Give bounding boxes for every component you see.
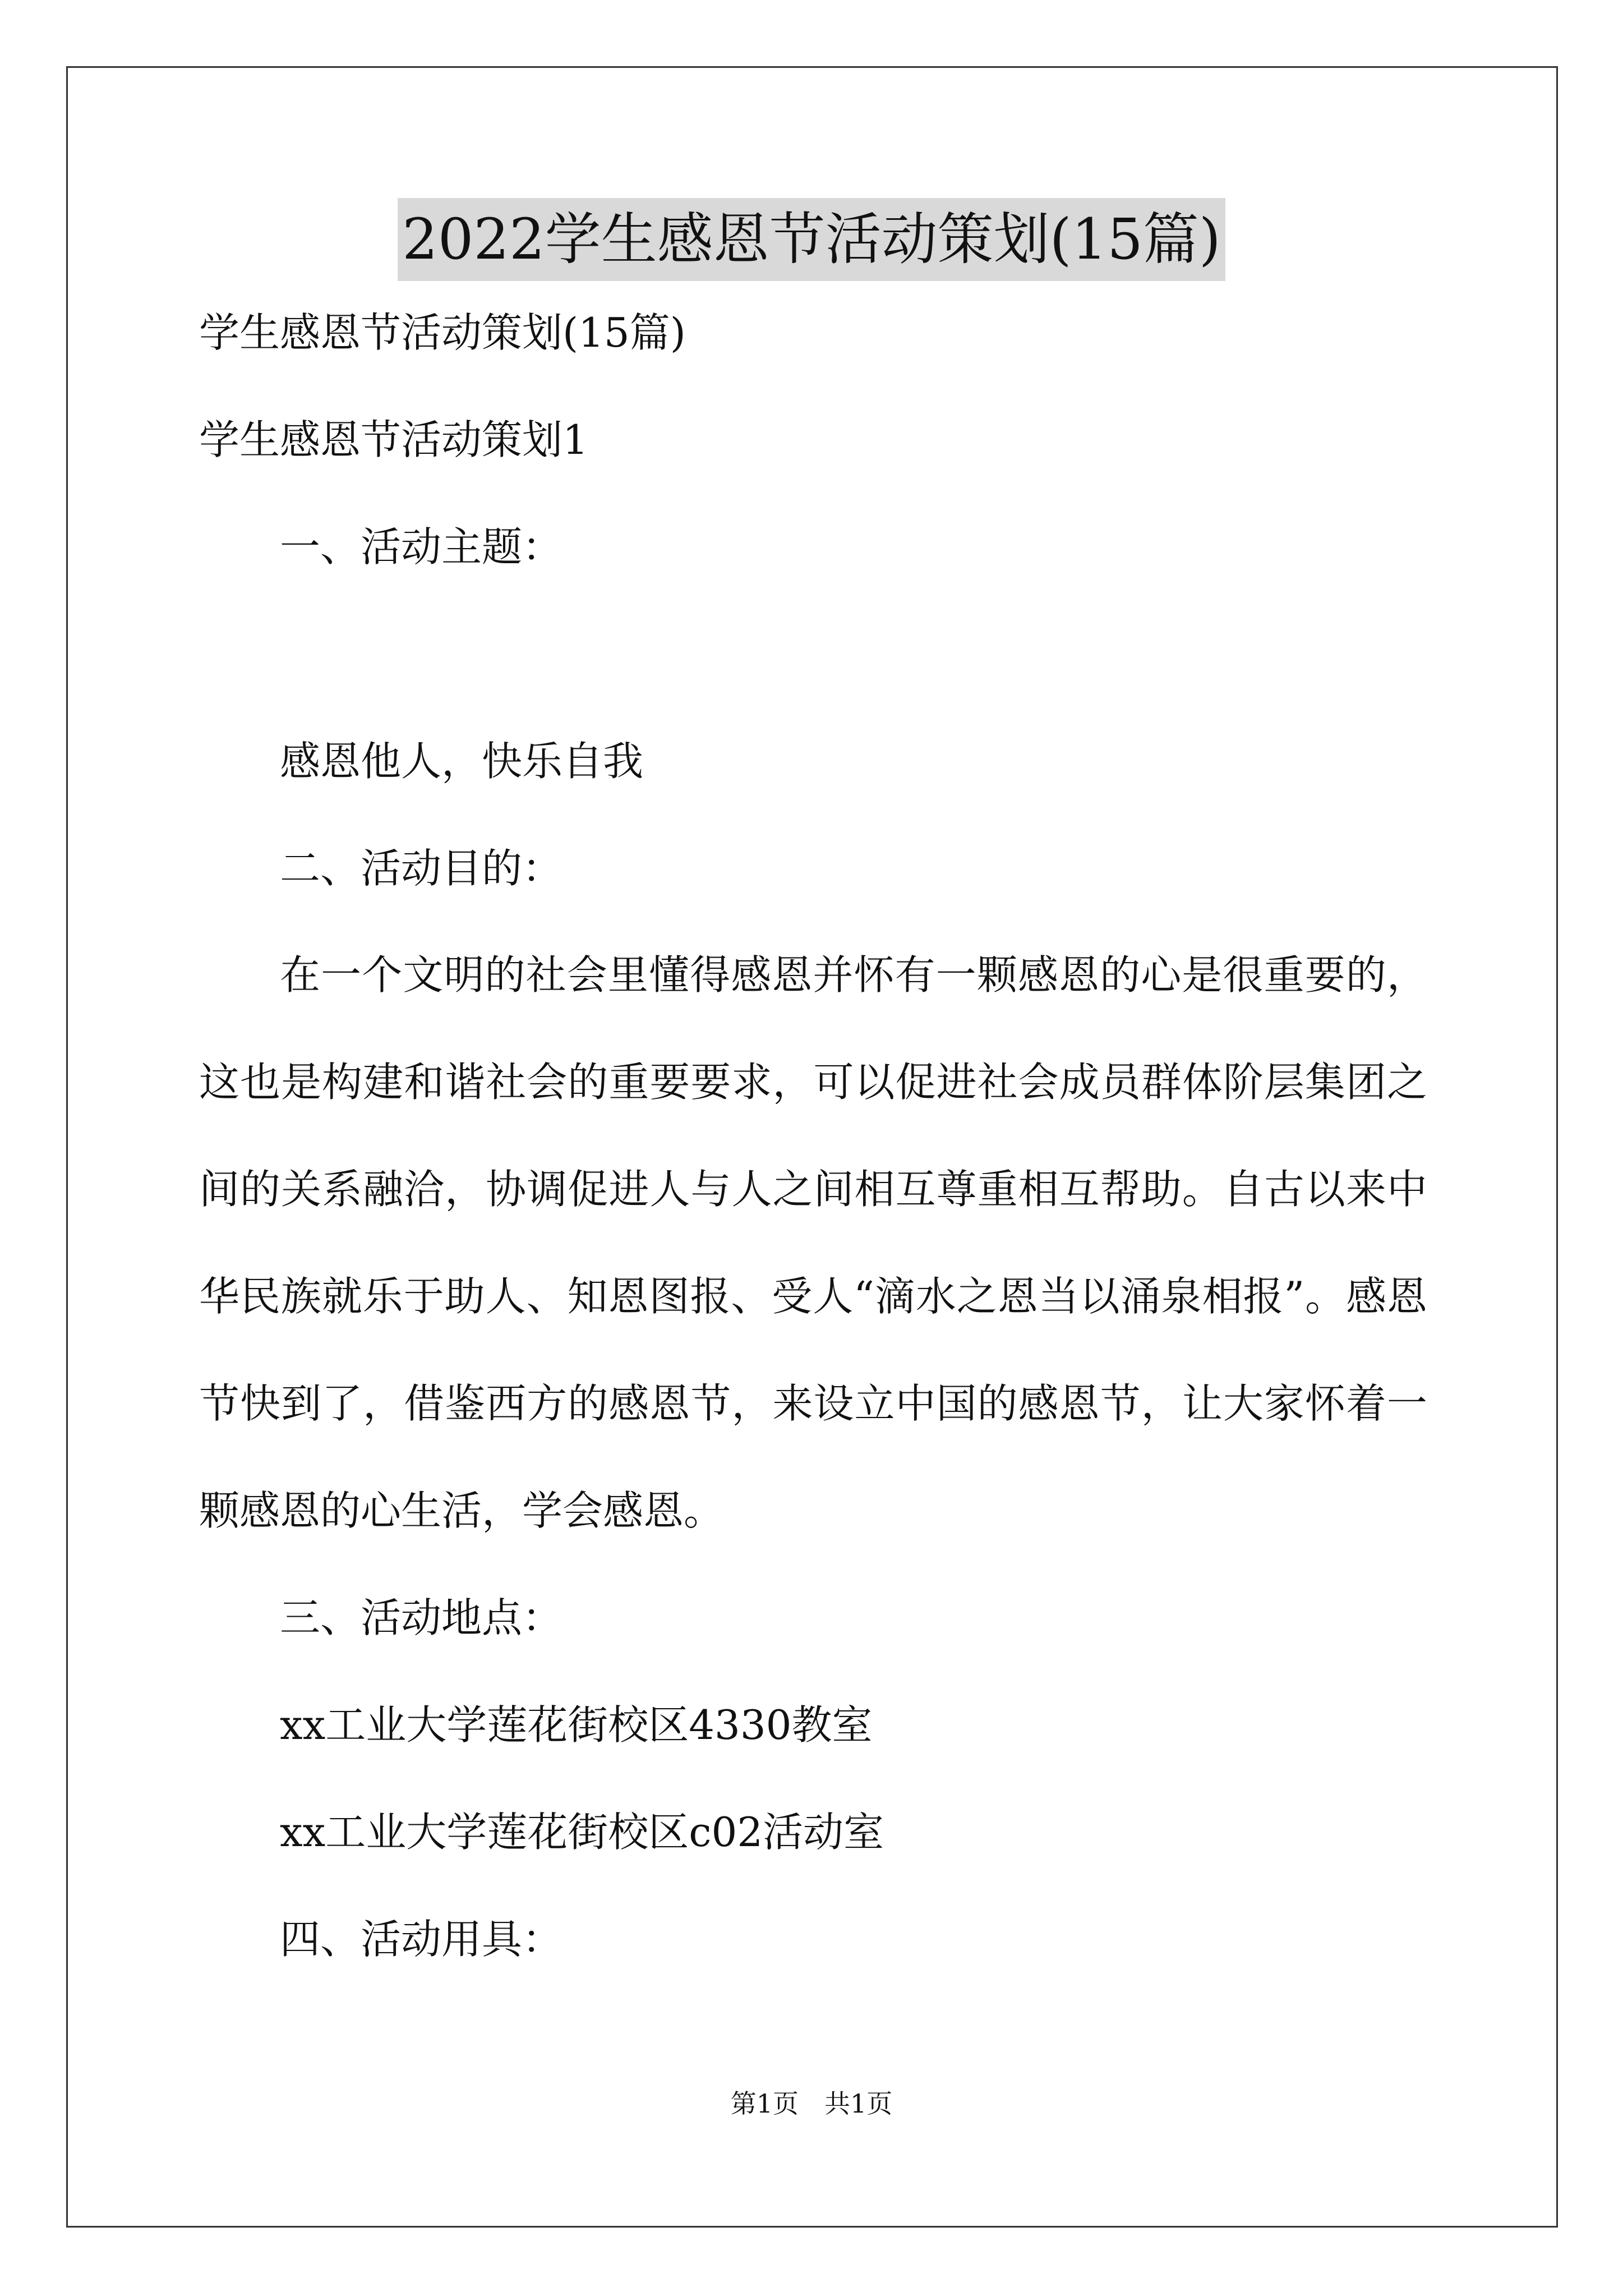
purpose-text: 在一个文明的社会里懂得感恩并怀有一颗感恩的心是很重要的，这也是构建和谐社会的重要要求，可以促进社会成员群体阶层集团之间的关系融洽，协调促进人与人之间相互尊重相互帮助。自古以来中华民族就乐于助人、知恩图报、受人“滴水之恩当以涌泉相报”。感恩节快到了，借鉴西方的感恩节，来设立中国的感恩节，让大家怀着一颗感恩的心生活，学会感恩。 — [199, 951, 1427, 1534]
location-item-2: xx工业大学莲花街校区c02活动室 — [280, 1809, 884, 1856]
heading-theme: 一、活动主题： — [280, 523, 563, 570]
page-number-footer: 第1页 共1页 — [730, 2088, 893, 2119]
section-title: 学生感恩节活动策划1 — [199, 416, 588, 463]
theme-text: 感恩他人，快乐自我 — [280, 738, 644, 785]
document-title: 2022学生感恩节活动策划(15篇) — [398, 198, 1225, 281]
heading-purpose: 二、活动目的： — [280, 845, 563, 892]
subtitle: 学生感恩节活动策划(15篇) — [199, 309, 686, 356]
location-item-1: xx工业大学莲花街校区4330教室 — [280, 1701, 873, 1749]
heading-location: 三、活动地点： — [280, 1594, 563, 1641]
document-body — [199, 306, 1427, 2019]
heading-tools: 四、活动用具： — [280, 1916, 563, 1963]
title-container — [0, 198, 1623, 281]
